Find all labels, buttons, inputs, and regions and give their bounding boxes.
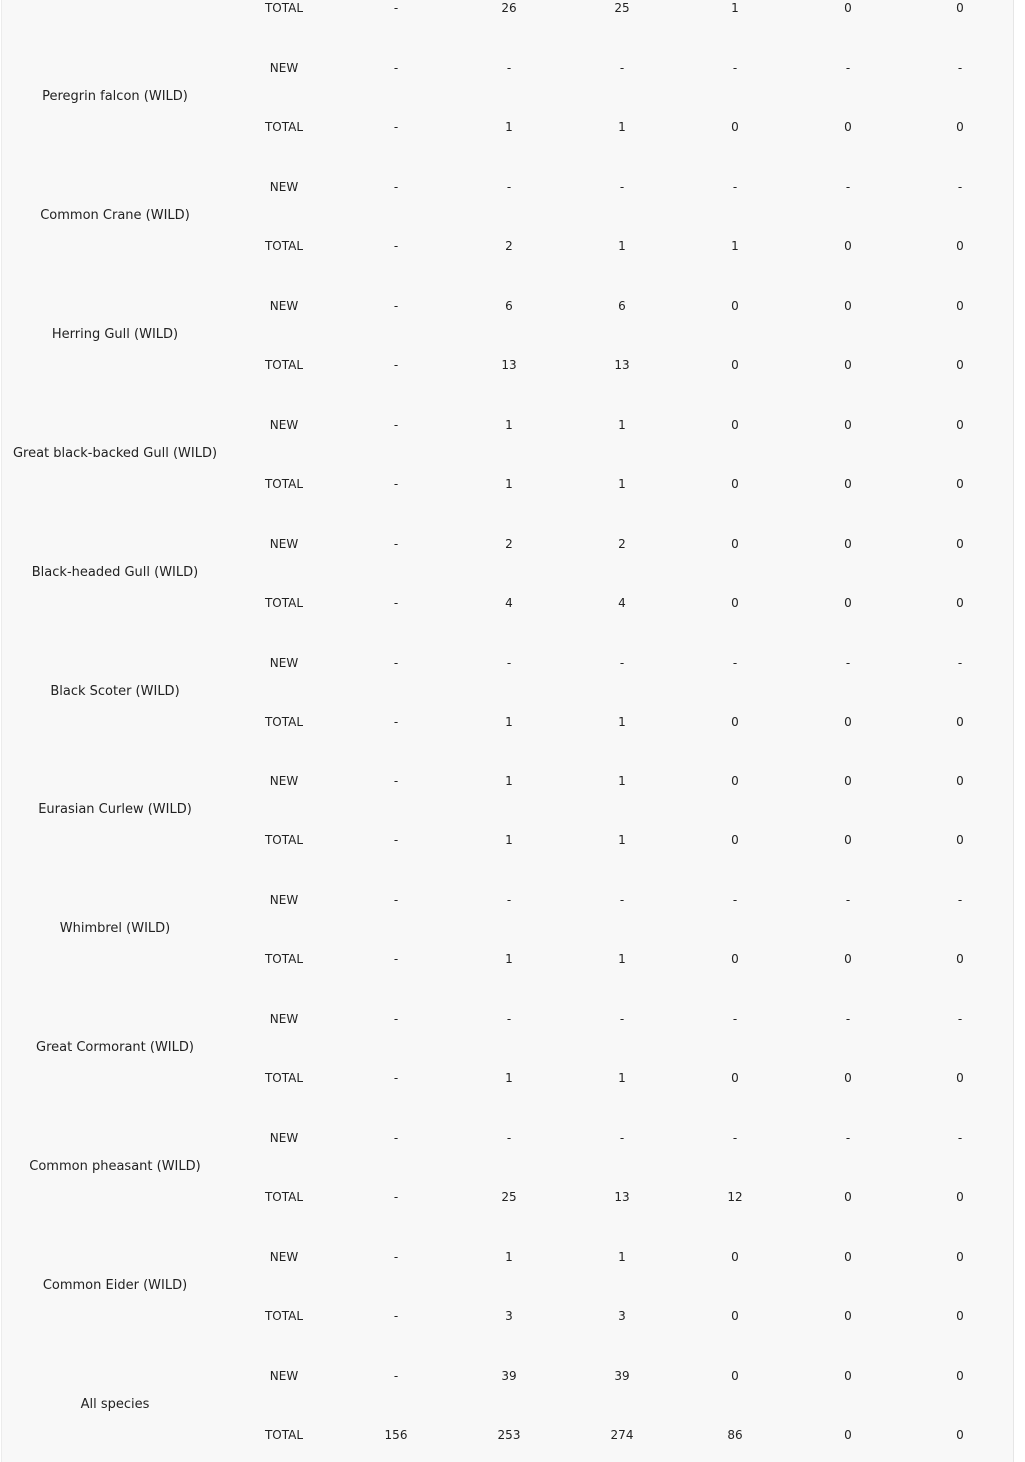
value-cell: 0 [956,1428,964,1442]
species-name: Great Cormorant (WILD) [36,1040,194,1055]
value-cell: 0 [844,299,852,313]
value-cell: - [619,180,625,194]
row-type-label: TOTAL [264,1190,304,1204]
value-cell: - [506,1131,512,1145]
row-type-label: NEW [269,537,299,551]
value-cell: 1 [505,418,513,432]
value-cell: - [957,893,963,907]
value-cell: - [619,893,625,907]
value-cell: 1 [618,1250,626,1264]
row-type-label: NEW [269,418,299,432]
value-cell: - [732,180,738,194]
value-cell: 86 [727,1428,743,1442]
value-cell: 12 [727,1190,743,1204]
table-row-new [2,769,1015,793]
value-cell: 6 [618,299,626,313]
value-cell: 0 [956,1369,964,1383]
value-cell: - [957,656,963,670]
value-cell: 0 [956,299,964,313]
value-cell: - [732,656,738,670]
table-row-total [2,472,1015,496]
table-row-new [2,56,1015,80]
row-type-label: TOTAL [264,358,304,372]
species-name: Common Eider (WILD) [42,1278,188,1293]
row-type-label: NEW [269,299,299,313]
value-cell: 0 [956,715,964,729]
value-cell: 4 [618,596,626,610]
value-cell: 0 [844,715,852,729]
table-row-total [2,353,1015,377]
value-cell: 0 [731,1071,739,1085]
value-cell: - [957,1131,963,1145]
value-cell: 0 [731,537,739,551]
value-cell: - [732,61,738,75]
value-cell: 0 [731,1309,739,1323]
value-cell: 25 [614,1,630,15]
value-cell: - [619,656,625,670]
value-cell: 1 [505,774,513,788]
value-cell: 0 [844,239,852,253]
value-cell: 274 [610,1428,634,1442]
value-cell: 3 [618,1309,626,1323]
row-type-label: TOTAL [264,1428,304,1442]
value-cell: 2 [505,537,513,551]
value-cell: 0 [844,418,852,432]
value-cell: 0 [844,1250,852,1264]
species-name: All species [80,1397,150,1412]
value-cell: 1 [505,477,513,491]
value-cell: 0 [956,477,964,491]
row-type-label: NEW [269,1012,299,1026]
value-cell: 2 [505,239,513,253]
species-table [1,0,1014,1462]
value-cell: 156 [384,1428,408,1442]
value-cell: 0 [844,1190,852,1204]
value-cell: - [393,1369,399,1383]
value-cell: - [393,1071,399,1085]
value-cell: 39 [614,1369,630,1383]
species-name: Common pheasant (WILD) [29,1159,201,1174]
value-cell: - [393,833,399,847]
species-name: Whimbrel (WILD) [59,921,171,936]
value-cell: 0 [956,1190,964,1204]
value-cell: - [393,1012,399,1026]
value-cell: - [393,596,399,610]
value-cell: - [732,1131,738,1145]
value-cell: - [845,1012,851,1026]
value-cell: 0 [956,774,964,788]
table-row [2,0,1015,20]
value-cell: 1 [618,239,626,253]
value-cell: 25 [501,1190,517,1204]
value-cell: 0 [956,418,964,432]
table-row-total [2,234,1015,258]
value-cell: - [393,299,399,313]
table-row-new [2,413,1015,437]
value-cell: - [393,1,399,15]
value-cell: 0 [844,833,852,847]
row-type-label: TOTAL [264,596,304,610]
value-cell: 39 [501,1369,517,1383]
value-cell: 0 [731,1369,739,1383]
value-cell: 0 [731,418,739,432]
value-cell: 1 [505,715,513,729]
table-row-new [2,1364,1015,1388]
value-cell: 0 [956,596,964,610]
value-cell: 0 [956,1,964,15]
species-name: Eurasian Curlew (WILD) [38,802,192,817]
value-cell: 1 [618,1071,626,1085]
value-cell: - [393,239,399,253]
value-cell: 0 [731,952,739,966]
table-row-total [2,1304,1015,1328]
value-cell: 253 [497,1428,521,1442]
value-cell: 0 [956,537,964,551]
value-cell: - [619,61,625,75]
row-type-label: NEW [269,893,299,907]
value-cell: - [393,952,399,966]
value-cell: - [393,358,399,372]
table-row-new [2,1245,1015,1269]
value-cell: 1 [731,239,739,253]
value-cell: 0 [731,1250,739,1264]
value-cell: 26 [501,1,517,15]
row-type-label: NEW [269,1369,299,1383]
value-cell: 0 [731,299,739,313]
value-cell: 0 [731,358,739,372]
value-cell: 0 [956,239,964,253]
value-cell: 0 [956,120,964,134]
value-cell: 0 [731,715,739,729]
value-cell: 0 [844,1071,852,1085]
value-cell: 1 [618,774,626,788]
value-cell: - [393,715,399,729]
value-cell: 0 [731,774,739,788]
table-row-new [2,888,1015,912]
species-name: Peregrin falcon (WILD) [42,89,188,104]
value-cell: 13 [614,358,630,372]
value-cell: - [619,1012,625,1026]
value-cell: - [845,656,851,670]
value-cell: 4 [505,596,513,610]
value-cell: 13 [501,358,517,372]
value-cell: - [619,1131,625,1145]
value-cell: 0 [956,358,964,372]
value-cell: - [393,893,399,907]
value-cell: - [845,180,851,194]
value-cell: - [506,61,512,75]
value-cell: 1 [618,833,626,847]
value-cell: 0 [956,1250,964,1264]
row-type-label: TOTAL [264,833,304,847]
value-cell: 0 [844,1428,852,1442]
value-cell: - [957,61,963,75]
value-cell: 1 [505,1250,513,1264]
row-type-label: TOTAL [264,120,304,134]
row-type-label: NEW [269,180,299,194]
value-cell: 0 [956,1309,964,1323]
value-cell: 0 [731,833,739,847]
value-cell: 1 [505,952,513,966]
value-cell: - [506,180,512,194]
value-cell: - [393,61,399,75]
value-cell: - [393,537,399,551]
value-cell: 0 [731,120,739,134]
species-name: Common Crane (WILD) [40,208,190,223]
row-type-label: TOTAL [264,952,304,966]
value-cell: - [506,1012,512,1026]
value-cell: 0 [844,952,852,966]
row-type-label: NEW [269,61,299,75]
value-cell: 1 [618,952,626,966]
table-row-new [2,532,1015,556]
species-name: Black Scoter (WILD) [50,684,180,699]
value-cell: 2 [618,537,626,551]
value-cell: - [845,61,851,75]
table-row-new [2,175,1015,199]
table-row-total [2,947,1015,971]
row-type-label: TOTAL [264,239,304,253]
value-cell: 3 [505,1309,513,1323]
species-name: Herring Gull (WILD) [51,327,179,342]
value-cell: - [393,120,399,134]
row-type-label: NEW [269,656,299,670]
row-type-label: TOTAL [264,1,304,15]
table-row-new [2,1126,1015,1150]
value-cell: 0 [731,596,739,610]
row-type-label: NEW [269,1131,299,1145]
value-cell: 1 [505,833,513,847]
species-name: Black-headed Gull (WILD) [31,565,199,580]
value-cell: - [732,893,738,907]
row-type-label: NEW [269,774,299,788]
value-cell: 1 [618,715,626,729]
table-row-total [2,591,1015,615]
table-row-total [2,710,1015,734]
row-type-label: TOTAL [264,1071,304,1085]
value-cell: 0 [844,477,852,491]
value-cell: 0 [844,1369,852,1383]
value-cell: - [957,180,963,194]
value-cell: - [957,1012,963,1026]
table-row-total [2,1423,1015,1447]
row-type-label: TOTAL [264,1309,304,1323]
table-row-new [2,1007,1015,1031]
value-cell: 0 [956,952,964,966]
value-cell: - [506,893,512,907]
value-cell: 0 [844,596,852,610]
value-cell: 0 [844,1,852,15]
value-cell: - [845,893,851,907]
value-cell: - [506,656,512,670]
value-cell: 6 [505,299,513,313]
value-cell: - [845,1131,851,1145]
value-cell: - [393,1190,399,1204]
value-cell: - [393,774,399,788]
value-cell: 0 [844,774,852,788]
value-cell: 0 [844,1309,852,1323]
row-type-label: TOTAL [264,477,304,491]
table-row-total [2,115,1015,139]
value-cell: 1 [618,120,626,134]
value-cell: - [393,180,399,194]
value-cell: 0 [956,833,964,847]
value-cell: 0 [844,537,852,551]
row-type-label: TOTAL [264,715,304,729]
value-cell: 0 [844,120,852,134]
value-cell: - [393,1131,399,1145]
value-cell: 1 [731,1,739,15]
value-cell: 13 [614,1190,630,1204]
table-row-total [2,1066,1015,1090]
value-cell: - [393,656,399,670]
value-cell: - [732,1012,738,1026]
value-cell: 1 [505,1071,513,1085]
value-cell: - [393,1309,399,1323]
value-cell: 1 [618,418,626,432]
value-cell: - [393,1250,399,1264]
value-cell: 1 [505,120,513,134]
table-row-new [2,294,1015,318]
value-cell: - [393,477,399,491]
table-row-new [2,651,1015,675]
species-name: Great black-backed Gull (WILD) [12,446,218,461]
table-row-total [2,828,1015,852]
value-cell: 0 [731,477,739,491]
value-cell: - [393,418,399,432]
row-type-label: NEW [269,1250,299,1264]
value-cell: 0 [956,1071,964,1085]
value-cell: 0 [844,358,852,372]
value-cell: 1 [618,477,626,491]
table-row-total [2,1185,1015,1209]
